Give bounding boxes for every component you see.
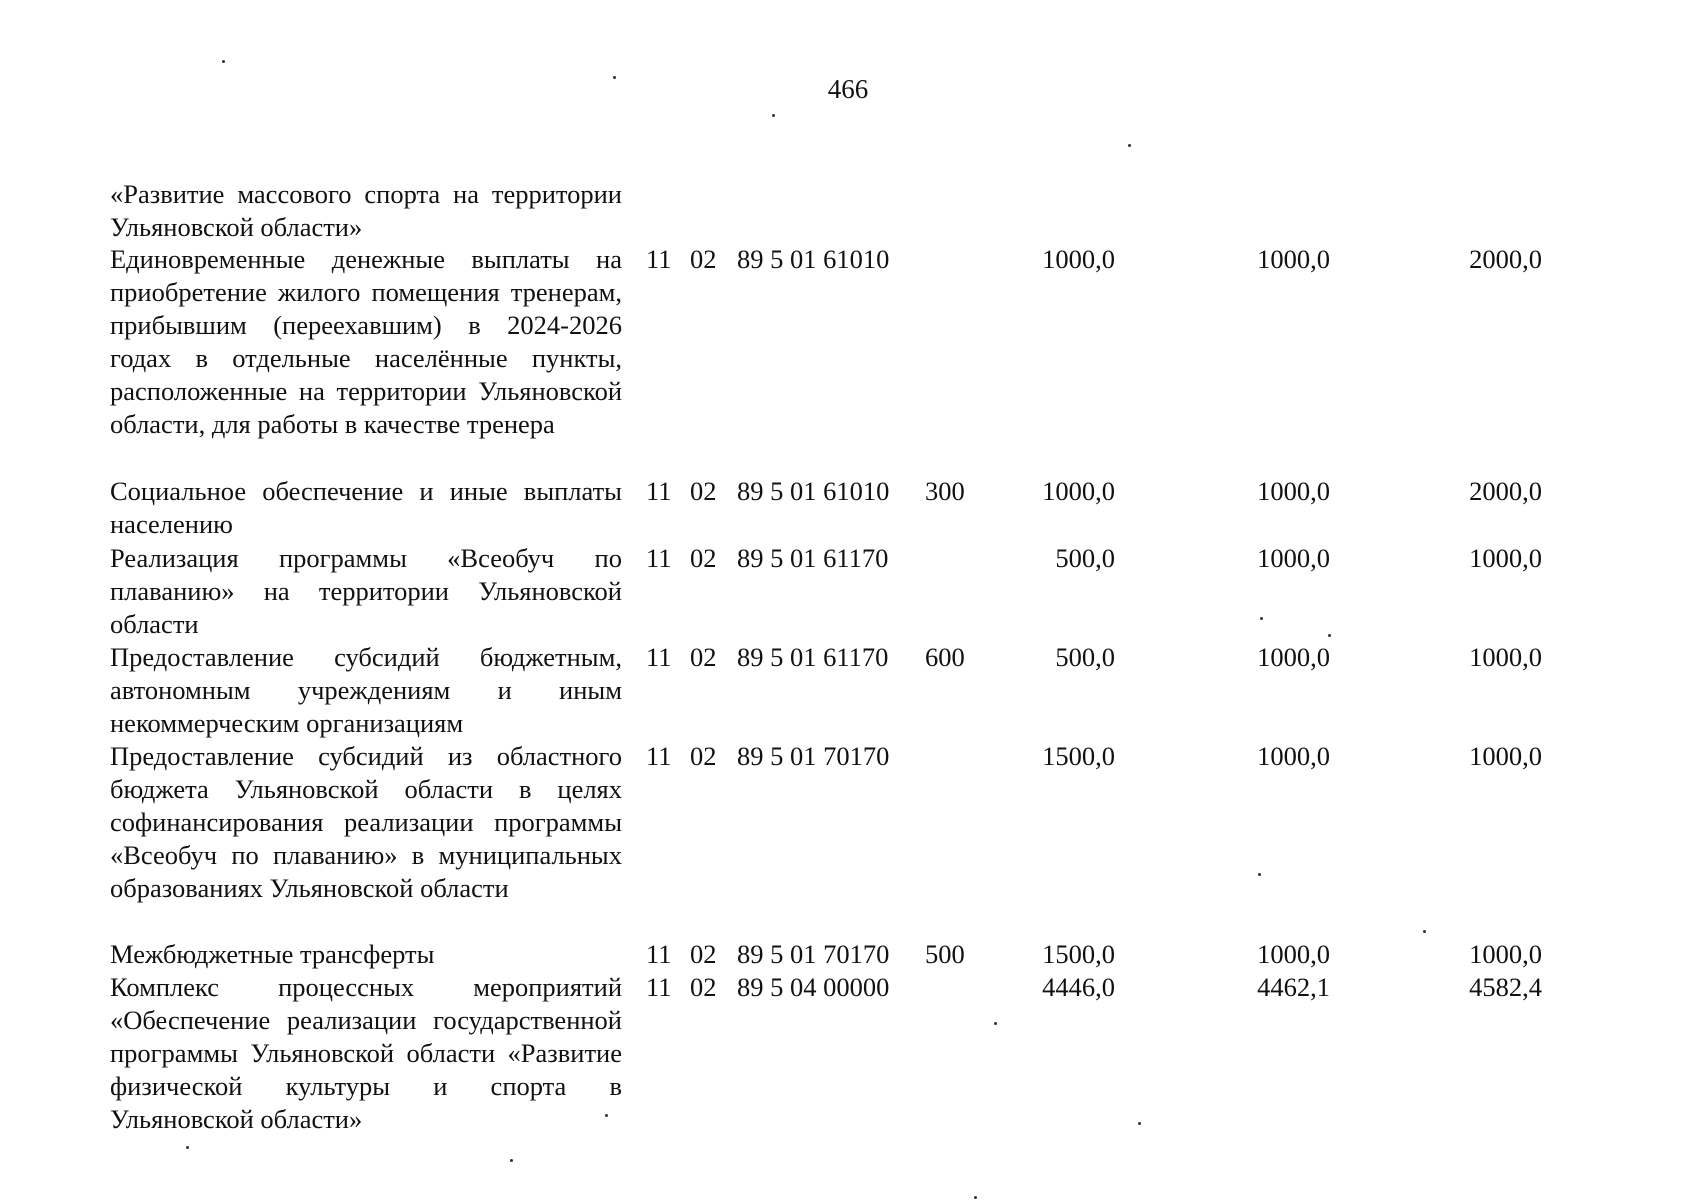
amount-year-1: 500,0	[1055, 543, 1115, 573]
row-description: Социальное обеспечение и иные выплаты населению	[110, 476, 622, 539]
row-description: Предоставление субсидий бюджетным, автономным учреждениям и иным некоммерческим организациям	[110, 642, 622, 738]
amount-year-3: 2000,0	[1469, 476, 1542, 506]
scan-speck	[1258, 873, 1261, 876]
expense-type-code: 600	[925, 642, 965, 672]
subsection-code: 02	[690, 244, 717, 274]
amount-year-1: 4446,0	[1042, 972, 1115, 1002]
subsection-code: 02	[690, 543, 717, 573]
target-article-code: 89 5 04 00000	[737, 972, 890, 1002]
amount-year-2: 1000,0	[1257, 642, 1330, 672]
scan-speck	[222, 60, 225, 63]
section-code: 11	[646, 939, 672, 969]
target-article-code: 89 5 01 61010	[737, 476, 890, 506]
target-article-code: 89 5 01 70170	[737, 741, 890, 771]
amount-year-1: 1000,0	[1042, 244, 1115, 274]
scan-speck	[605, 1114, 608, 1117]
amount-year-1: 500,0	[1055, 642, 1115, 672]
scan-speck	[186, 1146, 189, 1149]
target-article-code: 89 5 01 61010	[737, 244, 890, 274]
amount-year-2: 4462,1	[1257, 972, 1330, 1002]
amount-year-3: 2000,0	[1469, 244, 1542, 274]
row-description: Предоставление субсидий из областного бюджета Ульяновской области в целях софинансирования реализации программы «Всеобуч по плаванию» в муниципальных образованиях Ульяновской области	[110, 741, 622, 903]
row-description: Комплекс процессных мероприятий «Обеспечение реализации государственной программы Ульяновской области «Развитие физической культуры и спорта в Ульяновской области»	[110, 972, 622, 1134]
section-code: 11	[646, 543, 672, 573]
expense-type-code: 500	[925, 939, 965, 969]
section-code: 11	[646, 972, 672, 1002]
amount-year-1: 1500,0	[1042, 939, 1115, 969]
target-article-code: 89 5 01 61170	[737, 642, 889, 672]
amount-year-2: 1000,0	[1257, 939, 1330, 969]
amount-year-3: 1000,0	[1469, 543, 1542, 573]
section-code: 11	[646, 741, 672, 771]
section-code: 11	[646, 642, 672, 672]
row-description: Межбюджетные трансферты	[110, 939, 435, 969]
scan-speck	[1423, 930, 1426, 933]
page-number: 466	[827, 74, 869, 104]
scan-speck	[974, 1196, 977, 1199]
section-code: 11	[646, 244, 672, 274]
scan-speck	[994, 1022, 997, 1025]
target-article-code: 89 5 01 70170	[737, 939, 890, 969]
scan-speck	[772, 114, 775, 117]
amount-year-2: 1000,0	[1257, 543, 1330, 573]
target-article-code: 89 5 01 61170	[737, 543, 889, 573]
amount-year-2: 1000,0	[1257, 244, 1330, 274]
row-description: Единовременные денежные выплаты на приобретение жилого помещения тренерам, прибывшим (переехавшим) в 2024-2026 годах в отдельные населённые пункты, расположенные на территории Ульяновской области, для работы в качестве тренера	[110, 244, 622, 439]
amount-year-3: 4582,4	[1469, 972, 1542, 1002]
subsection-code: 02	[690, 476, 717, 506]
scan-speck	[1260, 617, 1263, 620]
row-description: Реализация программы «Всеобуч по плаванию» на территории Ульяновской области	[110, 543, 622, 639]
amount-year-1: 1500,0	[1042, 741, 1115, 771]
subsection-code: 02	[690, 741, 717, 771]
amount-year-3: 1000,0	[1469, 642, 1542, 672]
amount-year-3: 1000,0	[1469, 741, 1542, 771]
amount-year-3: 1000,0	[1469, 939, 1542, 969]
amount-year-2: 1000,0	[1257, 741, 1330, 771]
expense-type-code: 300	[925, 476, 965, 506]
scan-speck	[1138, 1122, 1141, 1125]
scan-speck	[613, 76, 616, 79]
row-description: «Развитие массового спорта на территории Ульяновской области»	[110, 179, 622, 242]
subsection-code: 02	[690, 939, 717, 969]
amount-year-1: 1000,0	[1042, 476, 1115, 506]
section-code: 11	[646, 476, 672, 506]
scan-speck	[1328, 634, 1331, 637]
subsection-code: 02	[690, 642, 717, 672]
subsection-code: 02	[690, 972, 717, 1002]
amount-year-2: 1000,0	[1257, 476, 1330, 506]
scan-speck	[510, 1159, 513, 1162]
scan-speck	[1128, 144, 1131, 147]
